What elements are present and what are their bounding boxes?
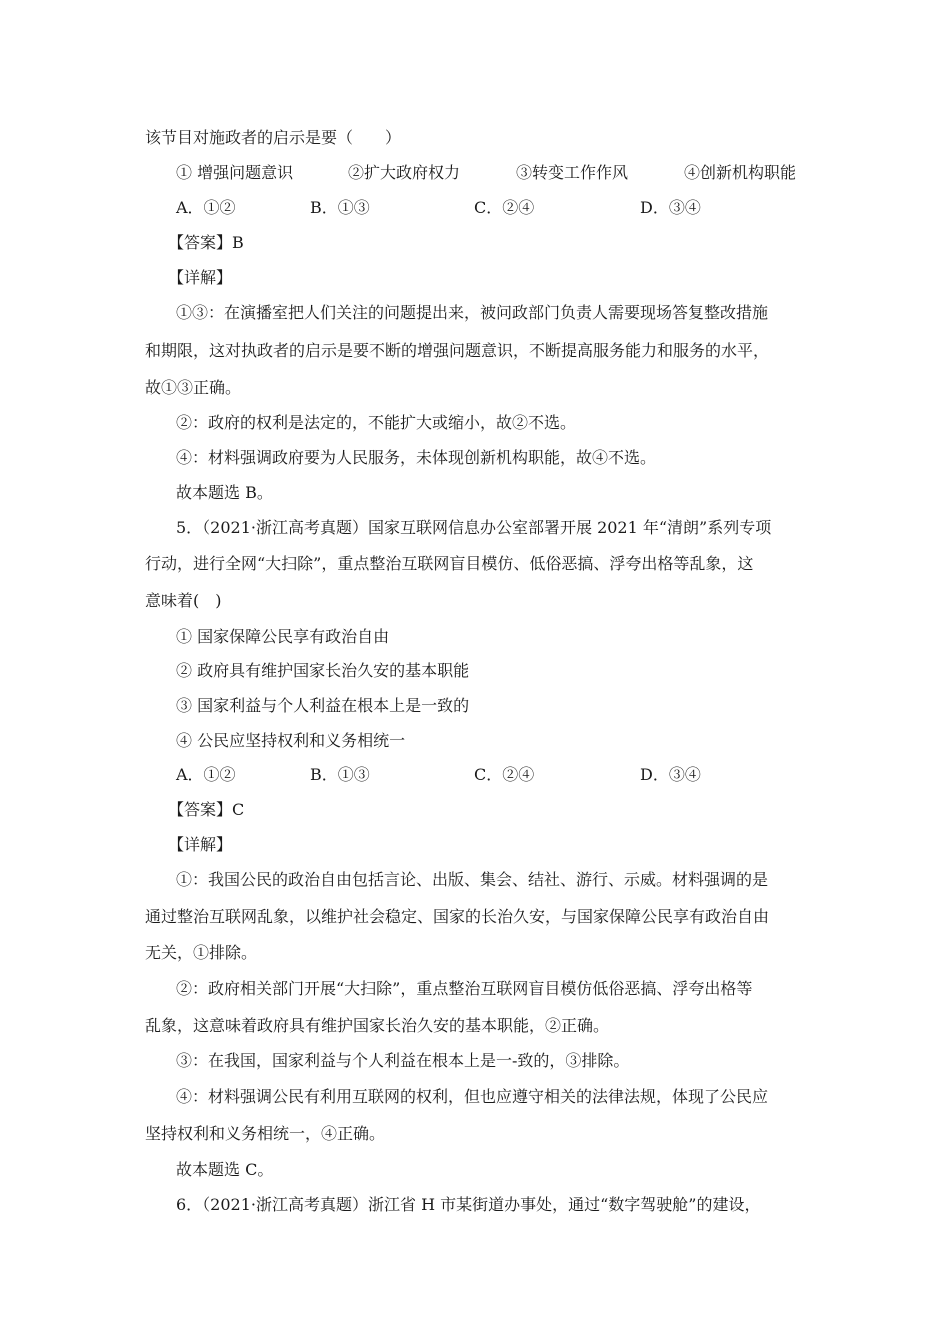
q5-explanation-line: ②：政府相关部门开展“大扫除”，重点整治互联网盲目模仿低俗恶搞、浮夸出格等 <box>176 979 753 998</box>
q4-statement: ① 增强问题意识 <box>176 163 294 182</box>
q5-explanation-line: 通过整治互联网乱象，以维护社会稳定、国家的长治久安，与国家保障公民享有政治自由 <box>145 907 770 926</box>
q4-detail-label: 【详解】 <box>168 268 233 287</box>
q4-statements <box>0 163 950 183</box>
q5-conclusion: 故本题选 C。 <box>176 1160 274 1179</box>
q5-explanation-line: ③：在我国，国家利益与个人利益在根本上是一-致的，③排除。 <box>176 1051 630 1070</box>
q5-stem-line: 5．（2021·浙江高考真题）国家互联网信息办公室部署开展 2021 年“清朗”系列专项 <box>176 518 772 537</box>
q5-explanation-line: 无关，①排除。 <box>145 943 258 962</box>
q4-answer: 【答案】B <box>168 233 244 252</box>
q5-statement: ③ 国家利益与个人利益在根本上是一致的 <box>176 696 470 715</box>
q5-detail-label: 【详解】 <box>168 835 233 854</box>
q5-option-c: C．②④ <box>474 765 535 784</box>
q4-option-a: A．①② <box>176 198 236 217</box>
q5-stem-line: 行动，进行全网“大扫除”，重点整治互联网盲目模仿、低俗恶搞、浮夸出格等乱象，这 <box>145 554 754 573</box>
q5-explanation-line: 乱象，这意味着政府具有维护国家长治久安的基本职能，②正确。 <box>145 1016 610 1035</box>
q4-option-b: B．①③ <box>310 198 370 217</box>
q5-options <box>0 765 950 785</box>
q4-explanation-line: 和期限，这对执政者的启示是要不断的增强问题意识，不断提高服务能力和服务的水平， <box>145 341 770 360</box>
q4-explanation-line: ④：材料强调政府要为人民服务，未体现创新机构职能，故④不选。 <box>176 448 657 467</box>
q4-option-c: C．②④ <box>474 198 535 217</box>
q5-statement: ② 政府具有维护国家长治久安的基本职能 <box>176 661 470 680</box>
q5-statement: ① 国家保障公民享有政治自由 <box>176 627 390 646</box>
q5-answer: 【答案】C <box>168 800 245 819</box>
q4-option-d: D．③④ <box>640 198 701 217</box>
q4-statement: ④创新机构职能 <box>684 163 797 182</box>
q6-stem: 6．（2021·浙江高考真题）浙江省 H 市某街道办事处，通过“数字驾驶舱”的建设， <box>176 1195 761 1214</box>
q5-stem-line: 意味着( ) <box>145 591 222 610</box>
q4-explanation-line: ②：政府的权利是法定的，不能扩大或缩小，故②不选。 <box>176 413 577 432</box>
q5-option-d: D．③④ <box>640 765 701 784</box>
q4-explanation-line: 故①③正确。 <box>145 378 242 397</box>
q5-option-a: A．①② <box>176 765 236 784</box>
q5-explanation-line: ①：我国公民的政治自由包括言论、出版、集会、结社、游行、示威。材料强调的是 <box>176 870 769 889</box>
q5-option-b: B．①③ <box>310 765 370 784</box>
q4-stem: 该节目对施政者的启示是要（ ） <box>145 128 402 147</box>
q4-options <box>0 198 950 218</box>
q5-explanation-line: ④：材料强调公民有利用互联网的权利，但也应遵守相关的法律法规，体现了公民应 <box>176 1087 769 1106</box>
q4-explanation-line: ①③：在演播室把人们关注的问题提出来，被问政部门负责人需要现场答复整改措施 <box>176 303 769 322</box>
q4-statement: ③转变工作作风 <box>516 163 629 182</box>
q5-explanation-line: 坚持权利和义务相统一，④正确。 <box>145 1124 386 1143</box>
q4-conclusion: 故本题选 B。 <box>176 483 273 502</box>
q5-statement: ④ 公民应坚持权利和义务相统一 <box>176 731 406 750</box>
q4-statement: ②扩大政府权力 <box>348 163 461 182</box>
